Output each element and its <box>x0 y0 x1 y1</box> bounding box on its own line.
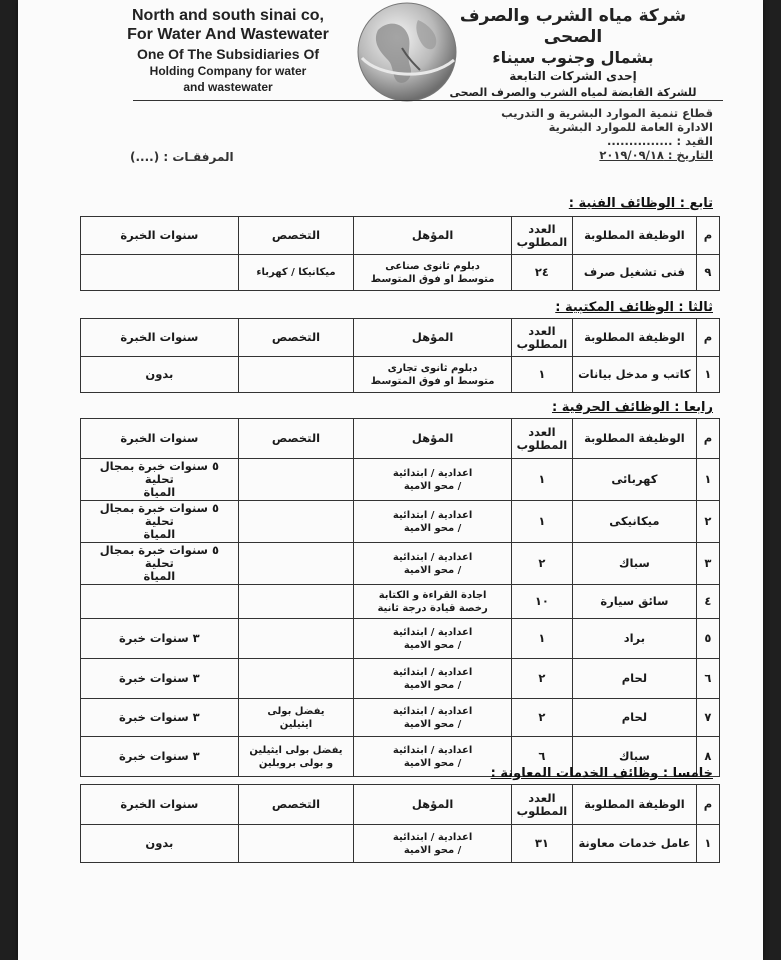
column-header-count: العدد المطلوب <box>511 319 572 357</box>
cell-exp: ٣ سنوات خبرة <box>81 659 239 699</box>
cell-qual: اعدادية / ابتدائية / محو الامية <box>354 501 512 543</box>
cell-job: سباك <box>572 543 696 585</box>
cell-qual: دبلوم ثانوى صناعى متوسط او فوق المتوسط <box>354 255 512 291</box>
table-header-row <box>81 785 720 825</box>
cell-count: ٢٤ <box>511 255 572 291</box>
jobs-table <box>80 216 720 291</box>
cell-no: ١ <box>696 825 719 863</box>
table-row <box>81 699 720 737</box>
cell-job: ميكانيكى <box>572 501 696 543</box>
section-title: رابعا : الوظائف الحرفية : <box>551 400 713 415</box>
ar-line-2: بشمال وجنوب سيناء <box>492 48 654 67</box>
ar-line-1: شركة مياه الشرب والصرف الصحى <box>459 6 687 47</box>
department-block <box>501 106 713 162</box>
cell-count: ٣١ <box>511 825 572 863</box>
cell-count: ٦ <box>511 737 572 777</box>
column-header-no: م <box>696 785 719 825</box>
ar-line-4: للشركة القابضة لمياه الشرب والصرف الصحى <box>449 86 697 99</box>
table-row <box>81 543 720 585</box>
en-line-3: One Of The Subsidiaries Of <box>136 46 320 62</box>
cell-exp: ٥ سنوات خبرة بمجال تحلية المياة <box>81 543 239 585</box>
dept-date: التاريخ : ٢٠١٩/٠٩/١٨ <box>599 148 713 162</box>
jobs-table <box>80 318 720 393</box>
ar-line-3: إحدى الشركات التابعة <box>509 69 637 83</box>
cell-job: لحام <box>572 699 696 737</box>
cell-spec <box>238 585 354 619</box>
cell-count: ١٠ <box>511 585 572 619</box>
cell-count: ١ <box>511 459 572 501</box>
cell-qual: اعدادية / ابتدائية / محو الامية <box>354 825 512 863</box>
cell-qual: دبلوم ثانوى تجارى متوسط او فوق المتوسط <box>354 357 512 393</box>
cell-count: ١ <box>511 357 572 393</box>
cell-job: لحام <box>572 659 696 699</box>
cell-spec <box>238 459 354 501</box>
document-page <box>18 0 763 960</box>
en-line-1: North and south sinai co, <box>131 7 324 24</box>
table-header-row <box>81 319 720 357</box>
jobs-table <box>80 418 720 777</box>
table-row <box>81 501 720 543</box>
en-line-2: For Water And Wastewater <box>127 26 329 43</box>
cell-no: ١ <box>696 357 719 393</box>
cell-spec: يفضل بولى ايثيلين <box>238 699 354 737</box>
column-header-job: الوظيفة المطلوبة <box>572 217 696 255</box>
cell-spec <box>238 543 354 585</box>
cell-job: عامل خدمات معاونة <box>572 825 696 863</box>
en-line-5: and wastewater <box>183 80 273 94</box>
column-header-no: م <box>696 319 719 357</box>
column-header-qual: المؤهل <box>354 785 512 825</box>
column-header-job: الوظيفة المطلوبة <box>572 319 696 357</box>
column-header-job: الوظيفة المطلوبة <box>572 419 696 459</box>
cell-no: ٢ <box>696 501 719 543</box>
company-name-english <box>98 6 358 95</box>
cell-qual: اعدادية / ابتدائية / محو الامية <box>354 699 512 737</box>
cell-exp <box>81 255 239 291</box>
table-row <box>81 619 720 659</box>
cell-job: براد <box>572 619 696 659</box>
cell-count: ٢ <box>511 659 572 699</box>
cell-no: ٣ <box>696 543 719 585</box>
column-header-count: العدد المطلوب <box>511 217 572 255</box>
dept-reference: القيد : ............... <box>606 134 713 148</box>
table-row <box>81 357 720 393</box>
dept-admin: الادارة العامة للموارد البشرية <box>548 120 713 134</box>
cell-no: ٥ <box>696 619 719 659</box>
cell-spec <box>238 501 354 543</box>
cell-no: ٤ <box>696 585 719 619</box>
column-header-qual: المؤهل <box>354 319 512 357</box>
cell-qual: اعدادية / ابتدائية / محو الامية <box>354 619 512 659</box>
column-header-job: الوظيفة المطلوبة <box>572 785 696 825</box>
cell-count: ١ <box>511 619 572 659</box>
column-header-spec: التخصص <box>238 319 354 357</box>
en-line-4: Holding Company for water <box>149 64 307 78</box>
column-header-spec: التخصص <box>238 785 354 825</box>
company-name-arabic <box>443 6 703 101</box>
attachments-label: المرفقـات : (....) <box>130 150 234 164</box>
cell-exp: ٣ سنوات خبرة <box>81 699 239 737</box>
cell-spec: ميكانيكا / كهرباء <box>238 255 354 291</box>
cell-qual: اجادة القراءة و الكتابة رخصة قيادة درجة ثانية <box>354 585 512 619</box>
cell-job: فنى تشغيل صرف <box>572 255 696 291</box>
section-title: تابع : الوظائف الفنية : <box>568 196 713 211</box>
cell-qual: اعدادية / ابتدائية / محو الامية <box>354 659 512 699</box>
cell-count: ١ <box>511 501 572 543</box>
column-header-exp: سنوات الخبرة <box>81 217 239 255</box>
section-title: خامسا : وظائف الخدمات المعاونة : <box>490 766 713 781</box>
cell-exp: ٣ سنوات خبرة <box>81 619 239 659</box>
cell-no: ٨ <box>696 737 719 777</box>
cell-exp: بدون <box>81 357 239 393</box>
column-header-count: العدد المطلوب <box>511 785 572 825</box>
dept-sector: قطاع تنمية الموارد البشرية و التدريب <box>501 106 713 120</box>
cell-job: كاتب و مدخل بيانات <box>572 357 696 393</box>
cell-spec <box>238 659 354 699</box>
cell-exp: ٥ سنوات خبرة بمجال تحلية المياة <box>81 501 239 543</box>
cell-exp: ٥ سنوات خبرة بمجال تحلية المياة <box>81 459 239 501</box>
column-header-no: م <box>696 217 719 255</box>
cell-count: ٢ <box>511 543 572 585</box>
cell-qual: اعدادية / ابتدائية / محو الامية <box>354 737 512 777</box>
section-title: ثالثا : الوظائف المكتبية : <box>555 300 713 315</box>
cell-no: ٩ <box>696 255 719 291</box>
table-row <box>81 825 720 863</box>
column-header-exp: سنوات الخبرة <box>81 319 239 357</box>
cell-no: ٦ <box>696 659 719 699</box>
cell-no: ١ <box>696 459 719 501</box>
cell-job: سباك <box>572 737 696 777</box>
cell-qual: اعدادية / ابتدائية / محو الامية <box>354 459 512 501</box>
column-header-qual: المؤهل <box>354 217 512 255</box>
cell-exp <box>81 585 239 619</box>
cell-job: كهربائى <box>572 459 696 501</box>
cell-spec: يفضل بولى ايثيلين و بولى بروبلين <box>238 737 354 777</box>
cell-qual: اعدادية / ابتدائية / محو الامية <box>354 543 512 585</box>
cell-job: سائق سيارة <box>572 585 696 619</box>
column-header-no: م <box>696 419 719 459</box>
jobs-table <box>80 784 720 863</box>
column-header-spec: التخصص <box>238 217 354 255</box>
column-header-count: العدد المطلوب <box>511 419 572 459</box>
column-header-qual: المؤهل <box>354 419 512 459</box>
cell-exp: ٣ سنوات خبرة <box>81 737 239 777</box>
table-row <box>81 459 720 501</box>
column-header-exp: سنوات الخبرة <box>81 785 239 825</box>
column-header-spec: التخصص <box>238 419 354 459</box>
table-row <box>81 255 720 291</box>
column-header-exp: سنوات الخبرة <box>81 419 239 459</box>
cell-no: ٧ <box>696 699 719 737</box>
cell-count: ٢ <box>511 699 572 737</box>
cell-spec <box>238 357 354 393</box>
table-header-row <box>81 217 720 255</box>
table-header-row <box>81 419 720 459</box>
table-row <box>81 585 720 619</box>
header-divider <box>133 100 723 101</box>
cell-spec <box>238 825 354 863</box>
cell-exp: بدون <box>81 825 239 863</box>
table-row <box>81 659 720 699</box>
cell-spec <box>238 619 354 659</box>
